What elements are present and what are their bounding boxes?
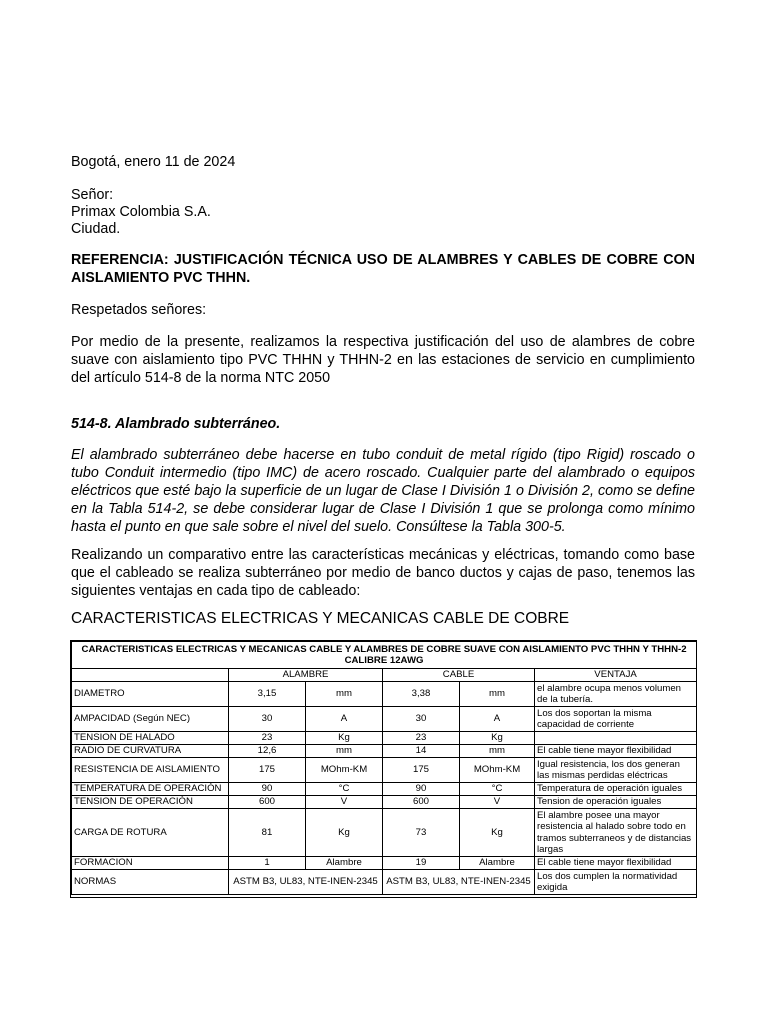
- advantage-text: El cable tiene mayor flexibilidad: [535, 857, 697, 870]
- table-row: [72, 758, 697, 783]
- property-name: RADIO DE CURVATURA: [72, 745, 229, 758]
- alambre-unit: Kg: [306, 732, 383, 745]
- table-title: CARACTERISTICAS ELECTRICAS Y MECANICAS CABLE Y ALAMBRES DE COBRE SUAVE CON AISLAMIENTO PVC THHN Y THHN-2 CALIBRE 12AWG: [72, 642, 697, 669]
- cable-value: 3,38: [383, 682, 460, 707]
- cable-unit: mm: [460, 745, 535, 758]
- alambre-unit: mm: [306, 745, 383, 758]
- cable-unit: V: [460, 796, 535, 809]
- header-alambre: ALAMBRE: [229, 669, 383, 682]
- alambre-unit: Kg: [306, 809, 383, 857]
- article-text: El alambrado subterráneo debe hacerse en tubo conduit de metal rígido (tipo Rigid) roscado o tubo Conduit intermedio (tipo IMC) de acero roscado. Cualquier parte del alambrado o equipos eléctricos que esté bajo la superficie de un lugar de Clase I División 1 o División 2, como se define en la Tabla 514-2, se debe considerar lugar de Clase I División 1 que se prolonga como mínimo hasta el punto en que sale sobre el nivel del suelo. Consúltese la Tabla 300-5.: [71, 447, 695, 535]
- recipient-city: Ciudad.: [71, 221, 121, 237]
- advantage-text: [535, 732, 697, 745]
- advantage-text: Temperatura de operación iguales: [535, 783, 697, 796]
- alambre-value: 23: [229, 732, 306, 745]
- specs-table: [71, 641, 697, 895]
- property-name: CARGA DE ROTURA: [72, 809, 229, 857]
- property-name: NORMAS: [72, 870, 229, 895]
- property-name: AMPACIDAD (Según NEC): [72, 707, 229, 732]
- recipient-company: Primax Colombia S.A.: [71, 204, 211, 220]
- property-name: DIAMETRO: [72, 682, 229, 707]
- alambre-value: 1: [229, 857, 306, 870]
- advantage-text: Los dos soportan la misma capacidad de corriente: [535, 707, 697, 732]
- header-cable: CABLE: [383, 669, 535, 682]
- cable-normas: ASTM B3, UL83, NTE-INEN-2345: [383, 870, 535, 895]
- advantage-text: Los dos cumplen la normatividad exigida: [535, 870, 697, 895]
- table-row: [72, 870, 697, 895]
- alambre-unit: MOhm-KM: [306, 758, 383, 783]
- table-row: [72, 745, 697, 758]
- header-empty: [72, 669, 229, 682]
- section-title: CARACTERISTICAS ELECTRICAS Y MECANICAS CABLE DE COBRE: [71, 610, 570, 627]
- table-row: [72, 707, 697, 732]
- alambre-value: 3,15: [229, 682, 306, 707]
- cable-value: 90: [383, 783, 460, 796]
- property-name: TENSION DE OPERACIÓN: [72, 796, 229, 809]
- cable-unit: Alambre: [460, 857, 535, 870]
- table-row: [72, 783, 697, 796]
- alambre-value: 12,6: [229, 745, 306, 758]
- alambre-unit: Alambre: [306, 857, 383, 870]
- alambre-value: 600: [229, 796, 306, 809]
- cable-unit: °C: [460, 783, 535, 796]
- property-name: TEMPERATURA DE OPERACIÓN: [72, 783, 229, 796]
- property-name: FORMACION: [72, 857, 229, 870]
- advantage-text: el alambre ocupa menos volumen de la tubería.: [535, 682, 697, 707]
- recipient-title: Señor:: [71, 187, 114, 203]
- table-row: [72, 732, 697, 745]
- cable-unit: MOhm-KM: [460, 758, 535, 783]
- article-title: 514-8. Alambrado subterráneo.: [71, 416, 281, 432]
- alambre-unit: °C: [306, 783, 383, 796]
- letter-date: Bogotá, enero 11 de 2024: [71, 154, 236, 170]
- advantage-text: Igual resistencia, los dos generan las mismas perdidas eléctricas: [535, 758, 697, 783]
- reference-line: REFERENCIA: JUSTIFICACIÓN TÉCNICA USO DE ALAMBRES Y CABLES DE COBRE CON AISLAMIENTO PVC THHN.: [71, 252, 695, 286]
- comparison-intro: Realizando un comparativo entre las características mecánicas y eléctricas, tomando como base que el cableado se realiza subterráneo por medio de banco ductos y cajas de paso, tenemos las siguientes ventajas en cada tipo de cableado:: [71, 547, 695, 599]
- cable-value: 73: [383, 809, 460, 857]
- alambre-normas: ASTM B3, UL83, NTE-INEN-2345: [229, 870, 383, 895]
- cable-value: 19: [383, 857, 460, 870]
- header-ventaja: VENTAJA: [535, 669, 697, 682]
- cable-unit: mm: [460, 682, 535, 707]
- cable-unit: Kg: [460, 809, 535, 857]
- cable-unit: A: [460, 707, 535, 732]
- table-row: [72, 857, 697, 870]
- table-row: [72, 809, 697, 857]
- cable-unit: Kg: [460, 732, 535, 745]
- advantage-text: El cable tiene mayor flexibilidad: [535, 745, 697, 758]
- alambre-unit: V: [306, 796, 383, 809]
- advantage-text: Tension de operación iguales: [535, 796, 697, 809]
- alambre-value: 81: [229, 809, 306, 857]
- property-name: TENSION DE HALADO: [72, 732, 229, 745]
- greeting: Respetados señores:: [71, 302, 207, 318]
- property-name: RESISTENCIA DE AISLAMIENTO: [72, 758, 229, 783]
- alambre-unit: mm: [306, 682, 383, 707]
- cable-value: 23: [383, 732, 460, 745]
- table-row: [72, 796, 697, 809]
- alambre-value: 90: [229, 783, 306, 796]
- cable-value: 175: [383, 758, 460, 783]
- table-row: [72, 682, 697, 707]
- cable-value: 600: [383, 796, 460, 809]
- intro-paragraph: Por medio de la presente, realizamos la respectiva justificación del uso de alambres de cobre suave con aislamiento tipo PVC THHN y THHN-2 en las estaciones de servicio en cumplimiento del artículo 514-8 de la norma NTC 2050: [71, 334, 695, 386]
- cable-value: 14: [383, 745, 460, 758]
- alambre-unit: A: [306, 707, 383, 732]
- alambre-value: 175: [229, 758, 306, 783]
- cable-value: 30: [383, 707, 460, 732]
- alambre-value: 30: [229, 707, 306, 732]
- advantage-text: El alambre posee una mayor resistencia al halado sobre todo en tramos subterraneos y de distancias largas: [535, 809, 697, 857]
